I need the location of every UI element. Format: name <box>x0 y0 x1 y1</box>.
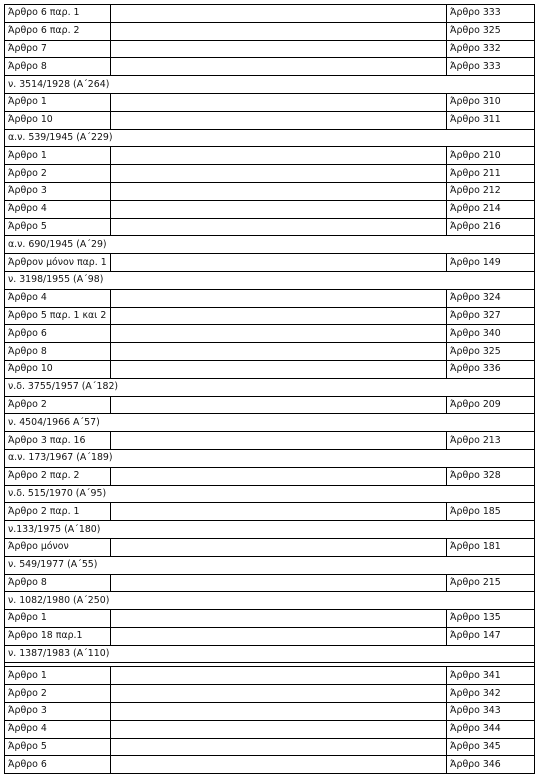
section-row <box>5 129 535 147</box>
section-row <box>5 645 535 663</box>
old-article-cell: Άρθρο 4 <box>5 720 111 738</box>
new-article-cell: Άρθρο 332 <box>447 40 535 58</box>
table-row <box>5 738 535 756</box>
old-article-cell: Άρθρον μόνον παρ. 1 <box>5 254 111 272</box>
new-article-cell: Άρθρο 135 <box>447 610 535 628</box>
section-heading: ν.δ. 515/1970 (Α΄95) <box>5 485 535 503</box>
table-row <box>5 93 535 111</box>
section-row <box>5 556 535 574</box>
section-heading: ν. 3514/1928 (Α΄264) <box>5 76 535 94</box>
table-row <box>5 432 535 450</box>
table-row <box>5 254 535 272</box>
empty-cell <box>111 5 447 23</box>
empty-cell <box>111 182 447 200</box>
table-row <box>5 307 535 325</box>
new-article-cell: Άρθρο 210 <box>447 147 535 165</box>
table-row <box>5 111 535 129</box>
empty-cell <box>111 574 447 592</box>
table-row <box>5 289 535 307</box>
empty-cell <box>111 685 447 703</box>
table-row <box>5 325 535 343</box>
new-article-cell: Άρθρο 344 <box>447 720 535 738</box>
empty-cell <box>111 343 447 361</box>
empty-cell <box>111 503 447 521</box>
new-article-cell: Άρθρο 342 <box>447 685 535 703</box>
new-article-cell: Άρθρο 341 <box>447 667 535 685</box>
table-row <box>5 396 535 414</box>
old-article-cell: Άρθρο 5 παρ. 1 και 2 <box>5 307 111 325</box>
table-row <box>5 200 535 218</box>
empty-cell <box>111 147 447 165</box>
empty-cell <box>111 720 447 738</box>
table-row <box>5 343 535 361</box>
table-row <box>5 58 535 76</box>
new-article-cell: Άρθρο 181 <box>447 538 535 556</box>
empty-cell <box>111 538 447 556</box>
new-article-cell: Άρθρο 328 <box>447 467 535 485</box>
empty-cell <box>111 165 447 183</box>
table-row <box>5 720 535 738</box>
table-row <box>5 685 535 703</box>
old-article-cell: Άρθρο 3 παρ. 16 <box>5 432 111 450</box>
empty-cell <box>111 325 447 343</box>
new-article-cell: Άρθρο 215 <box>447 574 535 592</box>
new-article-cell: Άρθρο 343 <box>447 703 535 721</box>
new-article-cell: Άρθρο 345 <box>447 738 535 756</box>
new-article-cell: Άρθρο 213 <box>447 432 535 450</box>
empty-cell <box>111 703 447 721</box>
new-article-cell: Άρθρο 311 <box>447 111 535 129</box>
table-row <box>5 503 535 521</box>
old-article-cell: Άρθρο μόνον <box>5 538 111 556</box>
new-article-cell: Άρθρο 214 <box>447 200 535 218</box>
new-article-cell: Άρθρο 149 <box>447 254 535 272</box>
old-article-cell: Άρθρο 6 παρ. 2 <box>5 22 111 40</box>
empty-cell <box>111 307 447 325</box>
section-heading: ν.133/1975 (Α΄180) <box>5 521 535 539</box>
empty-cell <box>111 40 447 58</box>
old-article-cell: Άρθρο 3 <box>5 182 111 200</box>
table-row <box>5 22 535 40</box>
empty-cell <box>111 627 447 645</box>
section-heading: ν.δ. 3755/1957 (Α΄182) <box>5 378 535 396</box>
empty-cell <box>111 396 447 414</box>
table-row <box>5 165 535 183</box>
section-heading: ν. 4504/1966 Α΄57) <box>5 414 535 432</box>
old-article-cell: Άρθρο 8 <box>5 58 111 76</box>
section-heading: ν. 3198/1955 (Α΄98) <box>5 271 535 289</box>
empty-cell <box>111 432 447 450</box>
old-article-cell: Άρθρο 6 παρ. 1 <box>5 5 111 23</box>
empty-cell <box>111 93 447 111</box>
new-article-cell: Άρθρο 185 <box>447 503 535 521</box>
table-row <box>5 703 535 721</box>
old-article-cell: Άρθρο 2 <box>5 685 111 703</box>
old-article-cell: Άρθρο 18 παρ.1 <box>5 627 111 645</box>
document-page <box>4 4 534 774</box>
empty-cell <box>111 360 447 378</box>
table-row <box>5 610 535 628</box>
old-article-cell: Άρθρο 10 <box>5 360 111 378</box>
section-row <box>5 485 535 503</box>
new-article-cell: Άρθρο 325 <box>447 343 535 361</box>
old-article-cell: Άρθρο 1 <box>5 610 111 628</box>
table-row <box>5 467 535 485</box>
empty-cell <box>111 58 447 76</box>
empty-cell <box>111 22 447 40</box>
old-article-cell: Άρθρο 8 <box>5 343 111 361</box>
section-heading: α.ν. 173/1967 (Α΄189) <box>5 449 535 467</box>
table-row <box>5 218 535 236</box>
table-body <box>5 5 535 774</box>
table-row <box>5 667 535 685</box>
old-article-cell: Άρθρο 6 <box>5 325 111 343</box>
section-row <box>5 592 535 610</box>
new-article-cell: Άρθρο 211 <box>447 165 535 183</box>
empty-cell <box>111 289 447 307</box>
old-article-cell: Άρθρο 2 παρ. 1 <box>5 503 111 521</box>
old-article-cell: Άρθρο 4 <box>5 200 111 218</box>
section-heading: ν. 549/1977 (Α΄55) <box>5 556 535 574</box>
empty-cell <box>111 111 447 129</box>
table-row <box>5 182 535 200</box>
section-row <box>5 414 535 432</box>
new-article-cell: Άρθρο 340 <box>447 325 535 343</box>
new-article-cell: Άρθρο 333 <box>447 5 535 23</box>
table-row <box>5 574 535 592</box>
old-article-cell: Άρθρο 5 <box>5 218 111 236</box>
old-article-cell: Άρθρο 3 <box>5 703 111 721</box>
empty-cell <box>111 667 447 685</box>
old-article-cell: Άρθρο 10 <box>5 111 111 129</box>
empty-cell <box>111 200 447 218</box>
new-article-cell: Άρθρο 212 <box>447 182 535 200</box>
table-row <box>5 360 535 378</box>
old-article-cell: Άρθρο 1 <box>5 93 111 111</box>
old-article-cell: Άρθρο 2 <box>5 165 111 183</box>
correspondence-table <box>4 4 535 774</box>
empty-cell <box>111 756 447 774</box>
table-row <box>5 147 535 165</box>
new-article-cell: Άρθρο 336 <box>447 360 535 378</box>
section-row <box>5 378 535 396</box>
new-article-cell: Άρθρο 346 <box>447 756 535 774</box>
new-article-cell: Άρθρο 209 <box>447 396 535 414</box>
table-row <box>5 538 535 556</box>
table-row <box>5 627 535 645</box>
empty-cell <box>111 467 447 485</box>
section-row <box>5 521 535 539</box>
new-article-cell: Άρθρο 327 <box>447 307 535 325</box>
old-article-cell: Άρθρο 4 <box>5 289 111 307</box>
new-article-cell: Άρθρο 325 <box>447 22 535 40</box>
new-article-cell: Άρθρο 310 <box>447 93 535 111</box>
section-heading: ν. 1082/1980 (Α΄250) <box>5 592 535 610</box>
new-article-cell: Άρθρο 216 <box>447 218 535 236</box>
old-article-cell: Άρθρο 8 <box>5 574 111 592</box>
table-row <box>5 40 535 58</box>
section-row <box>5 271 535 289</box>
section-row <box>5 236 535 254</box>
section-row <box>5 76 535 94</box>
section-heading: α.ν. 539/1945 (Α΄229) <box>5 129 535 147</box>
new-article-cell: Άρθρο 333 <box>447 58 535 76</box>
old-article-cell: Άρθρο 7 <box>5 40 111 58</box>
table-row <box>5 756 535 774</box>
section-heading: α.ν. 690/1945 (Α΄29) <box>5 236 535 254</box>
section-row <box>5 449 535 467</box>
empty-cell <box>111 254 447 272</box>
empty-cell <box>111 610 447 628</box>
new-article-cell: Άρθρο 324 <box>447 289 535 307</box>
table-row <box>5 5 535 23</box>
old-article-cell: Άρθρο 5 <box>5 738 111 756</box>
old-article-cell: Άρθρο 2 παρ. 2 <box>5 467 111 485</box>
empty-cell <box>111 738 447 756</box>
old-article-cell: Άρθρο 1 <box>5 147 111 165</box>
old-article-cell: Άρθρο 6 <box>5 756 111 774</box>
empty-cell <box>111 218 447 236</box>
old-article-cell: Άρθρο 1 <box>5 667 111 685</box>
section-heading: ν. 1387/1983 (Α΄110) <box>5 645 535 663</box>
new-article-cell: Άρθρο 147 <box>447 627 535 645</box>
old-article-cell: Άρθρο 2 <box>5 396 111 414</box>
